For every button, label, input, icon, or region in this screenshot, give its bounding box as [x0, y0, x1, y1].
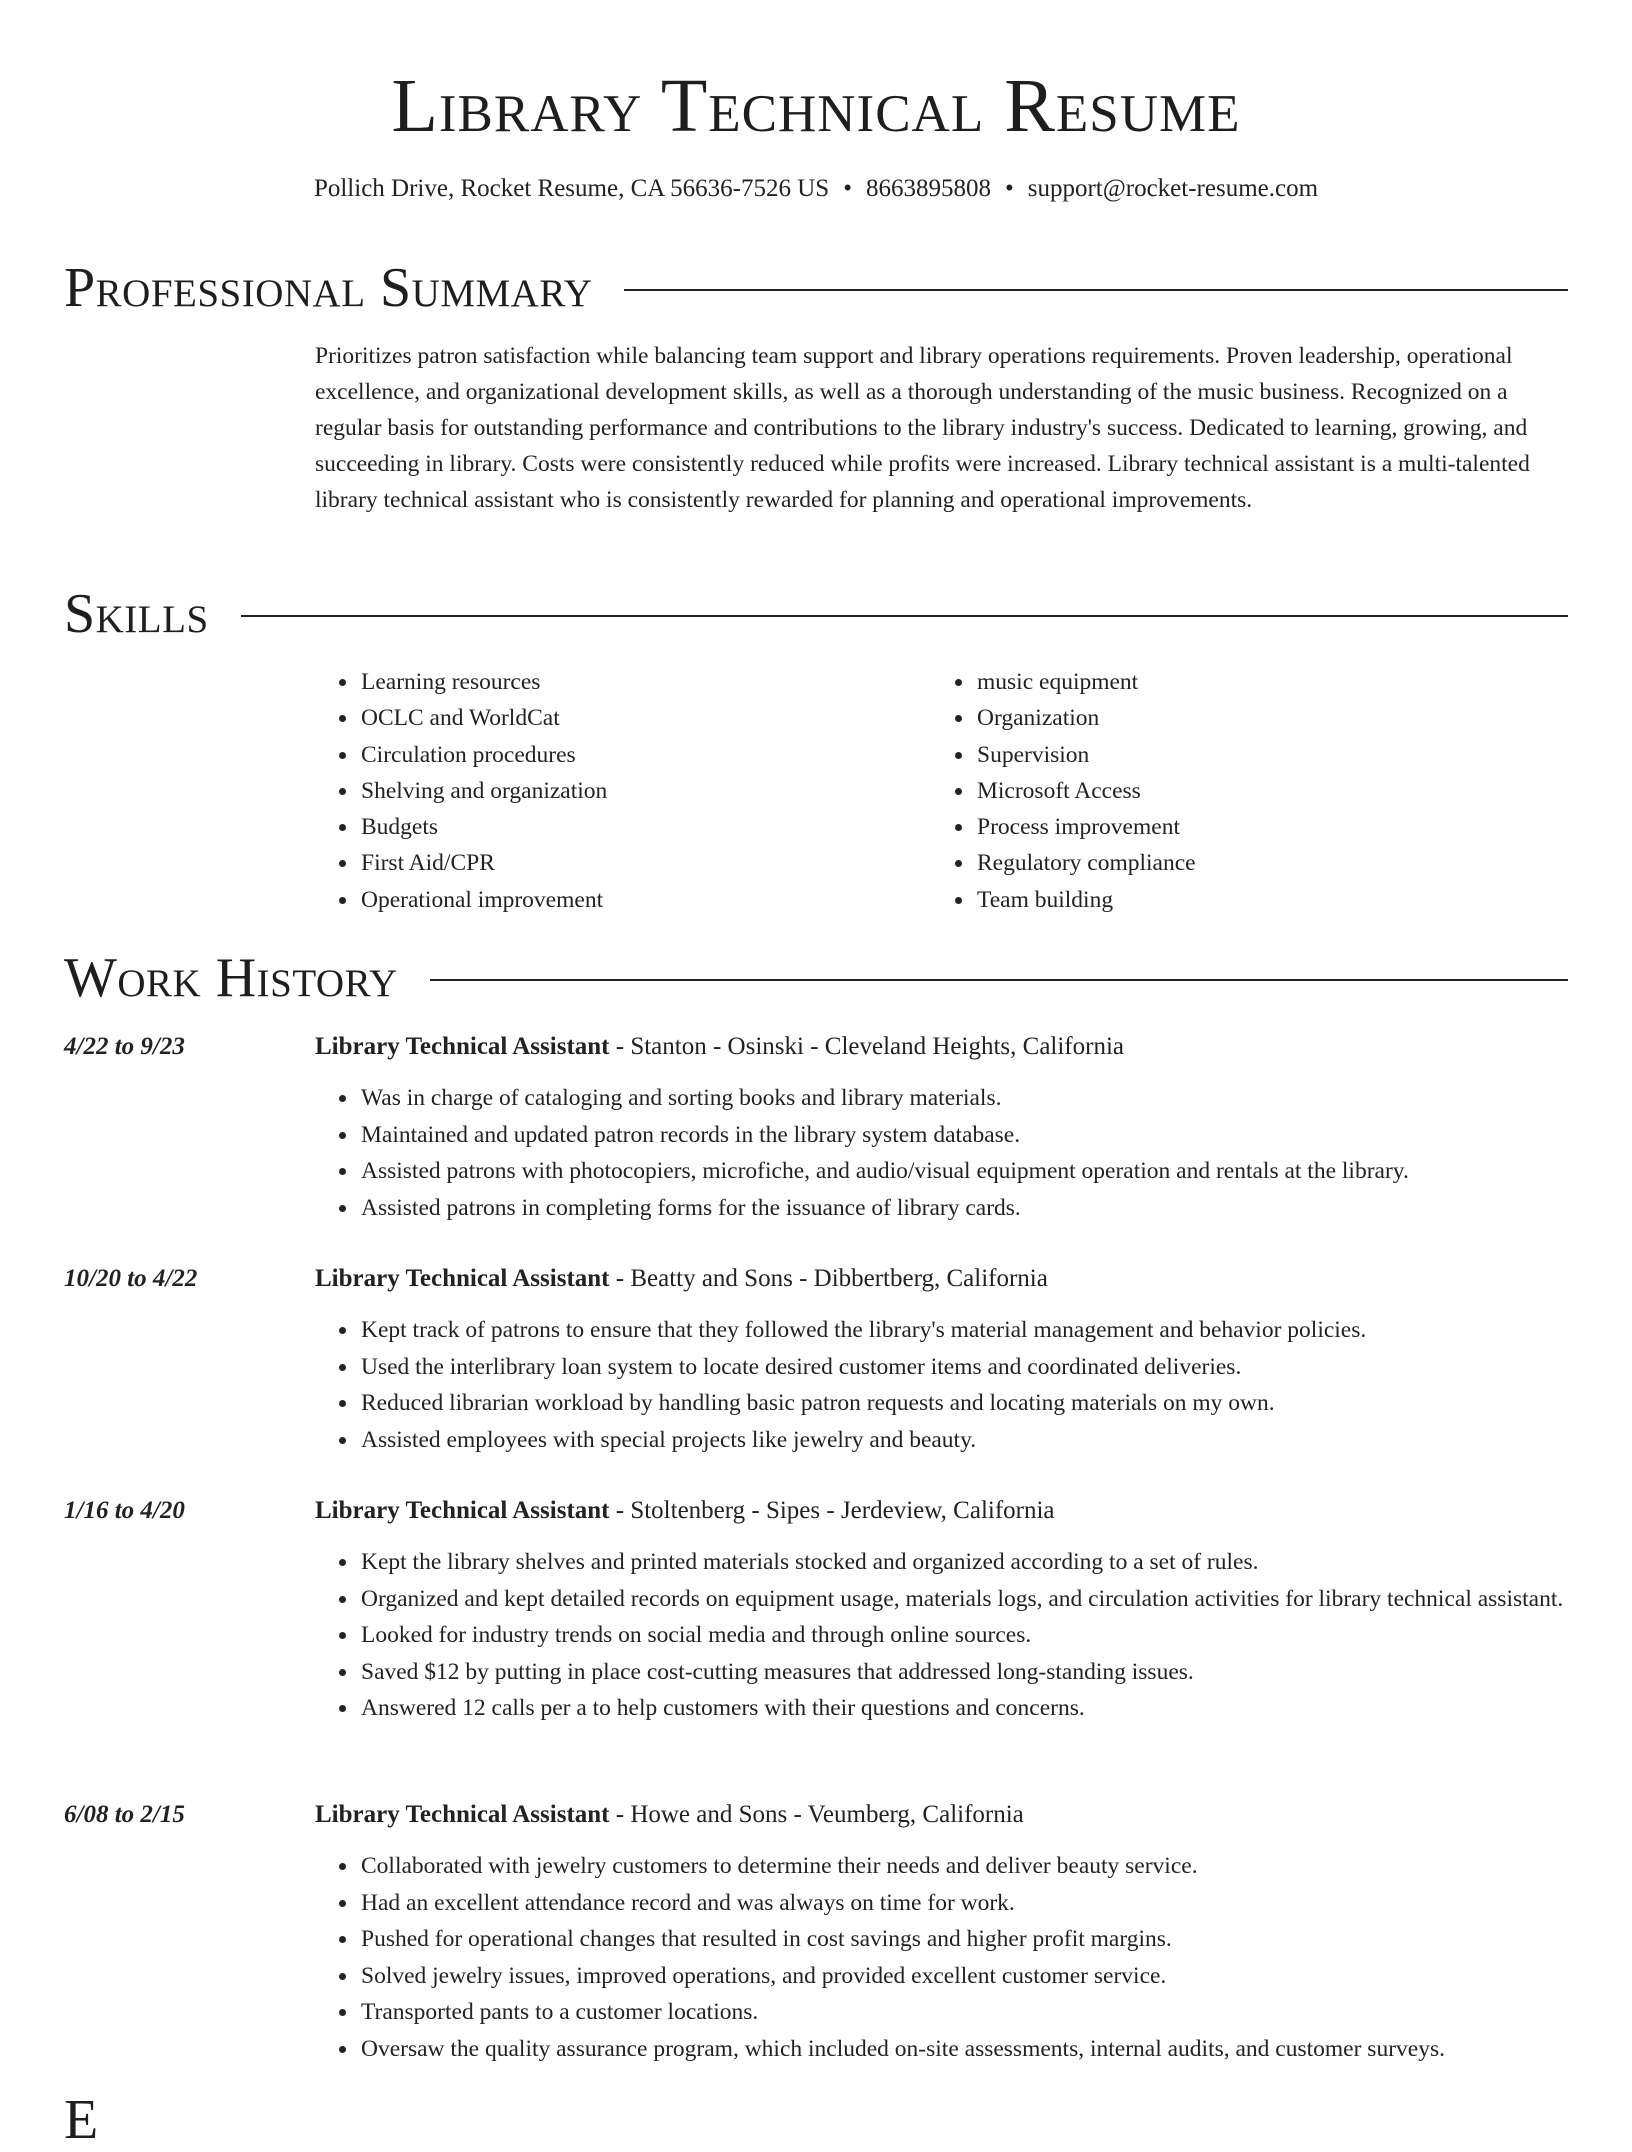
skill-item: • Budgets	[359, 809, 919, 845]
skill-item: • Shelving and organization	[359, 773, 919, 809]
skill-item: • Team building	[975, 882, 1535, 918]
skills-list-right	[931, 664, 1535, 918]
job-header	[315, 1262, 1048, 1296]
summary-text: Prioritizes patron satisfaction while balancing team support and library operations requirements. Proven leadership, operational excellence, and organizational development skills, as well as a thorough understanding of the music business. Recognized on a regular basis for outstanding performance and contributions to the library industry's success. Dedicated to learning, growing, and succeeding in library. Costs were consistently reduced while profits were increased. Library technical assistant is a multi-talented library technical assistant who is consistently rewarded for planning and operational improvements.	[315, 343, 1530, 513]
job-bullet: • Oversaw the quality assurance program, which included on-site assessments, internal audits, and customer surveys.	[359, 2031, 1568, 2068]
skills-heading	[64, 582, 1568, 646]
job-bullet: • Organized and kept detailed records on equipment usage, materials logs, and circulation activities for library technical assistant.	[359, 1581, 1568, 1618]
job-details: - Stoltenberg - Sipes - Jerdeview, California	[609, 1497, 1055, 1524]
contact-email: support@rocket-resume.com	[1027, 175, 1319, 202]
job-bullet: • Assisted patrons in completing forms for the issuance of library cards.	[359, 1190, 1568, 1227]
skill-item: • Process improvement	[975, 809, 1535, 845]
job-bullet: • Transported pants to a customer locations.	[359, 1994, 1568, 2031]
job-bullet: • Used the interlibrary loan system to locate desired customer items and coordinated deliveries.	[359, 1349, 1568, 1386]
contact-address: Pollich Drive, Rocket Resume, CA 56636-7526 US	[313, 175, 830, 202]
job-bullet: • Collaborated with jewelry customers to determine their needs and deliver beauty service.	[359, 1848, 1568, 1885]
job-bullet: • Kept the library shelves and printed materials stocked and organized according to a set of rules.	[359, 1544, 1568, 1581]
job-title: Library Technical Assistant	[315, 1497, 610, 1524]
next-section-heading: E	[64, 2089, 99, 2151]
job-title: Library Technical Assistant	[315, 1033, 610, 1060]
job-details: - Stanton - Osinski - Cleveland Heights, California	[609, 1033, 1125, 1060]
resume-title: Library Technical Resume	[391, 64, 1241, 148]
skill-item: • First Aid/CPR	[359, 845, 919, 881]
skill-item: • Regulatory compliance	[975, 845, 1535, 881]
job-title: Library Technical Assistant	[315, 1801, 610, 1828]
job-header	[315, 1798, 1024, 1832]
job-bullet: • Kept track of patrons to ensure that they followed the library's material management and behavior policies.	[359, 1312, 1568, 1349]
job-bullet: • Answered 12 calls per a to help customers with their questions and concerns.	[359, 1690, 1568, 1727]
job-bullets	[315, 1312, 1568, 1458]
job-bullet: • Looked for industry trends on social media and through online sources.	[359, 1617, 1568, 1654]
contact-separator: •	[843, 175, 852, 202]
job-bullets	[315, 1848, 1568, 2067]
skill-item: • Learning resources	[359, 664, 919, 700]
contact-phone: 8663895808	[865, 175, 991, 202]
skill-item: • music equipment	[975, 664, 1535, 700]
job-bullet: • Solved jewelry issues, improved operations, and provided excellent customer service.	[359, 1958, 1568, 1995]
job-dates: 1/16 to 4/20	[64, 1497, 185, 1524]
job-details: - Howe and Sons - Veumberg, California	[609, 1801, 1024, 1828]
job-details: - Beatty and Sons - Dibbertberg, California	[609, 1265, 1048, 1292]
job-bullet: • Assisted employees with special projects like jewelry and beauty.	[359, 1422, 1568, 1459]
job-title: Library Technical Assistant	[315, 1265, 610, 1292]
job-dates: 6/08 to 2/15	[64, 1801, 185, 1828]
job-bullet: • Assisted patrons with photocopiers, microfiche, and audio/visual equipment operation and rentals at the library.	[359, 1153, 1568, 1190]
work-history-heading	[64, 946, 1568, 1010]
skill-item: • Supervision	[975, 737, 1535, 773]
job-dates: 10/20 to 4/22	[64, 1265, 198, 1292]
job-bullet: • Had an excellent attendance record and was always on time for work.	[359, 1885, 1568, 1922]
job-bullet: • Maintained and updated patron records in the library system database.	[359, 1117, 1568, 1154]
contact-line	[0, 172, 1632, 206]
job-bullet: • Pushed for operational changes that resulted in cost savings and higher profit margins.	[359, 1921, 1568, 1958]
contact-separator: •	[1004, 175, 1014, 202]
skills-list-left	[315, 664, 919, 918]
summary-heading-text: Professional Summary	[64, 257, 593, 319]
job-bullet: • Was in charge of cataloging and sorting books and library materials.	[359, 1080, 1568, 1117]
job-header	[315, 1030, 1124, 1064]
skill-item: • Circulation procedures	[359, 737, 919, 773]
section-divider	[624, 289, 1568, 291]
section-divider	[430, 979, 1568, 981]
skill-item: • Operational improvement	[359, 882, 919, 918]
job-bullets	[315, 1544, 1568, 1727]
skill-item: • Organization	[975, 700, 1535, 736]
skills-heading-text: Skills	[64, 583, 209, 645]
job-bullets	[315, 1080, 1568, 1226]
section-divider	[241, 615, 1568, 617]
skill-item: • Microsoft Access	[975, 773, 1535, 809]
summary-heading	[64, 256, 1568, 320]
job-bullet: • Reduced librarian workload by handling basic patron requests and locating materials on my own.	[359, 1385, 1568, 1422]
job-bullet: • Saved $12 by putting in place cost-cutting measures that addressed long-standing issues.	[359, 1654, 1568, 1691]
job-header	[315, 1494, 1055, 1528]
skill-item: • OCLC and WorldCat	[359, 700, 919, 736]
job-dates: 4/22 to 9/23	[64, 1033, 185, 1060]
work-history-heading-text: Work History	[64, 947, 398, 1009]
